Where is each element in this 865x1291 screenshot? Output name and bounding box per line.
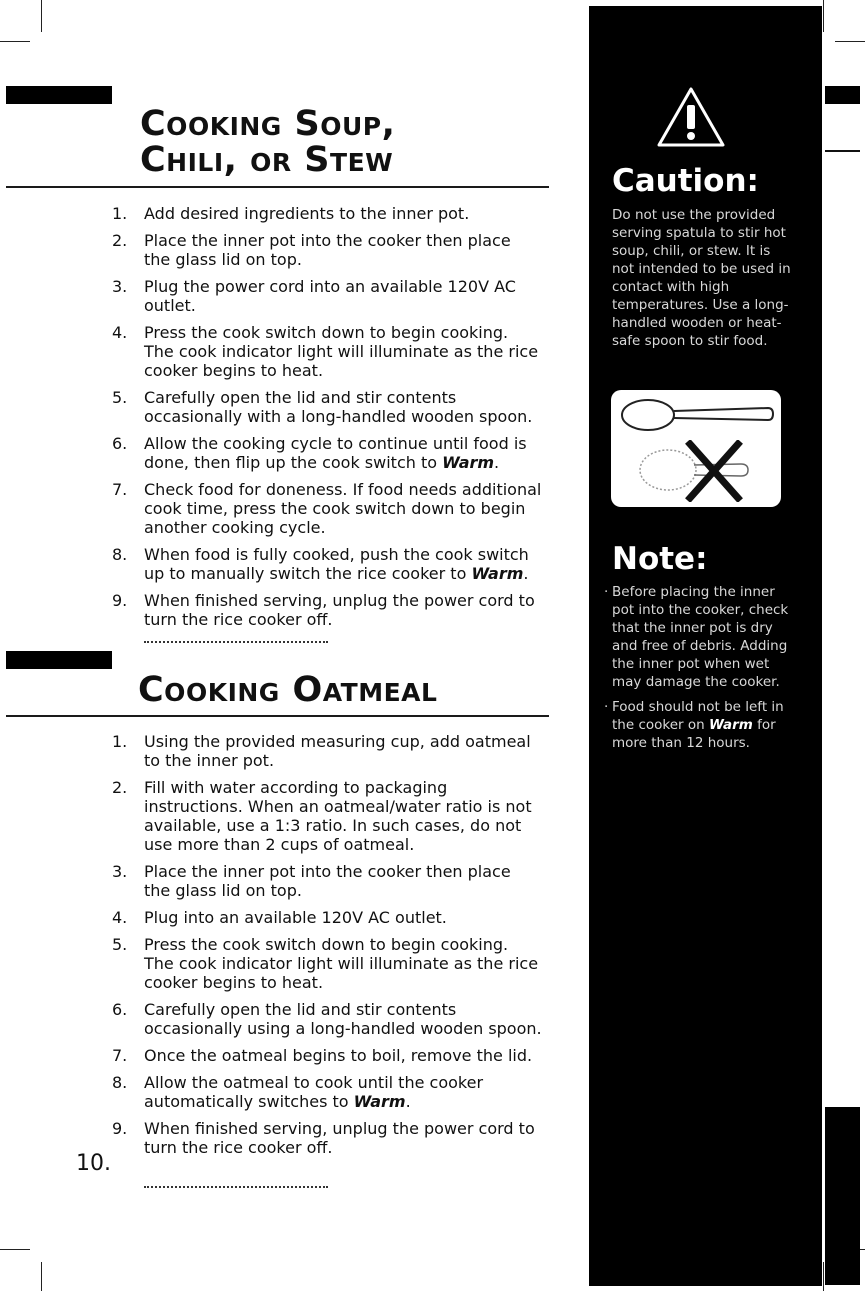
step-item [112,1046,542,1065]
warm-label: Warm [442,453,495,472]
section-title: Cooking Oatmeal [138,670,438,710]
step-number: 2. [112,778,128,797]
step-number: 3. [112,277,128,296]
note-text-end: for more than 12 hours. [612,717,776,751]
note-text: Before placing the inner pot into the cooker, check that the inner pot is dry and free of debris. Adding the inner pot when wet may damage the cooker. [612,584,789,690]
step-text: Plug into an available 120V AC outlet. [144,908,447,927]
step-item [112,862,542,900]
step-number: 6. [112,1000,128,1019]
crop-mark [41,0,42,32]
step-number: 1. [112,732,128,751]
step-item [112,231,542,269]
step-number: 8. [112,1073,128,1092]
bullet: · [604,699,609,715]
spoon-icon [618,395,778,435]
note-title: Note: [612,541,708,577]
warm-label: Warm [353,1092,406,1111]
section-tab [6,651,112,669]
dotted-divider [144,1186,328,1188]
step-number: 3. [112,862,128,881]
step-text-end: . [523,564,529,583]
step-item [112,204,542,223]
step-text: Press the cook switch down to begin cooking. The cook indicator light will illuminate as the rice cooker begins to heat. [144,323,539,380]
section-title-line: Chili, or Stew [140,140,394,180]
step-text: Allow the cooking cycle to continue until food is done, then flip up the cook switch to [144,434,527,472]
note-item [604,583,794,691]
edge-tab [825,1107,860,1285]
crop-mark [823,0,824,32]
step-item [112,323,542,380]
note-item [604,698,794,752]
step-number: 8. [112,545,128,564]
crop-mark [835,41,865,42]
step-text: Place the inner pot into the cooker then place the glass lid on top. [144,862,511,900]
step-item [112,591,542,629]
step-number: 7. [112,1046,128,1065]
step-number: 1. [112,204,128,223]
crop-mark [0,41,30,42]
step-text: Check food for doneness. If food needs additional cook time, press the cook switch down to begin another cooking cycle. [144,480,542,537]
step-text: Carefully open the lid and stir contents occasionally with a long-handled wooden spoon. [144,388,533,426]
warm-label: Warm [471,564,524,583]
note-text: Food should not be left in the cooker on [612,699,784,733]
step-text: When food is fully cooked, push the cook switch up to manually switch the rice cooker to [144,545,529,583]
caution-title: Caution: [612,163,759,199]
step-text: Fill with water according to packaging instructions. When an oatmeal/water ratio is not available, use a 1:3 ratio. In such cases, do not use more than 2 cups of oatmeal. [144,778,532,854]
step-item [112,1000,542,1038]
step-number: 5. [112,388,128,407]
step-item [112,1073,542,1111]
step-item [112,388,542,426]
step-item [112,732,542,770]
step-item [112,277,542,315]
step-item [112,935,542,992]
bullet: · [604,584,609,600]
step-text: Add desired ingredients to the inner pot. [144,204,470,223]
step-text: Once the oatmeal begins to boil, remove the lid. [144,1046,533,1065]
section-title-line: Cooking Soup, [140,104,396,144]
edge-rule [825,150,860,152]
step-item [112,1119,542,1157]
step-number: 9. [112,1119,128,1138]
crop-mark [0,1249,30,1250]
step-list [112,732,542,1165]
section-tab [6,86,112,104]
step-number: 4. [112,908,128,927]
dotted-divider [144,641,328,643]
step-number: 7. [112,480,128,499]
section-rule [6,715,549,717]
step-item [112,434,542,472]
section-rule [6,186,549,188]
section-title [140,106,395,178]
crop-mark [41,1262,42,1291]
note-list [604,583,794,759]
step-text: Press the cook switch down to begin cooking. The cook indicator light will illuminate as the rice cooker begins to heat. [144,935,539,992]
step-text: Using the provided measuring cup, add oatmeal to the inner pot. [144,732,531,770]
step-number: 9. [112,591,128,610]
step-item [112,545,542,583]
step-number: 4. [112,323,128,342]
x-mark-icon [684,440,744,502]
page-number: 10. [76,1151,111,1176]
step-text: Carefully open the lid and stir contents occasionally using a long-handled wooden spoon. [144,1000,542,1038]
step-number: 6. [112,434,128,453]
step-item [112,480,542,537]
step-list [112,204,542,637]
step-number: 2. [112,231,128,250]
crop-mark [823,1262,824,1291]
step-item [112,778,542,854]
step-text: When finished serving, unplug the power cord to turn the rice cooker off. [144,1119,535,1157]
step-text: Place the inner pot into the cooker then place the glass lid on top. [144,231,511,269]
step-text-end: . [405,1092,411,1111]
warm-label: Warm [708,717,753,733]
step-text: When finished serving, unplug the power cord to turn the rice cooker off. [144,591,535,629]
step-text: Plug the power cord into an available 120V AC outlet. [144,277,516,315]
caution-text: Do not use the provided serving spatula to stir hot soup, chili, or stew. It is not intended to be used in contact with high temperatures. Use a long-handled wooden or heat-safe spoon to stir food. [612,207,791,349]
step-text: Allow the oatmeal to cook until the cooker automatically switches to [144,1073,484,1111]
step-number: 5. [112,935,128,954]
step-text-end: . [494,453,500,472]
step-item [112,908,542,927]
warning-triangle-icon [655,85,727,151]
edge-tab [825,86,860,104]
